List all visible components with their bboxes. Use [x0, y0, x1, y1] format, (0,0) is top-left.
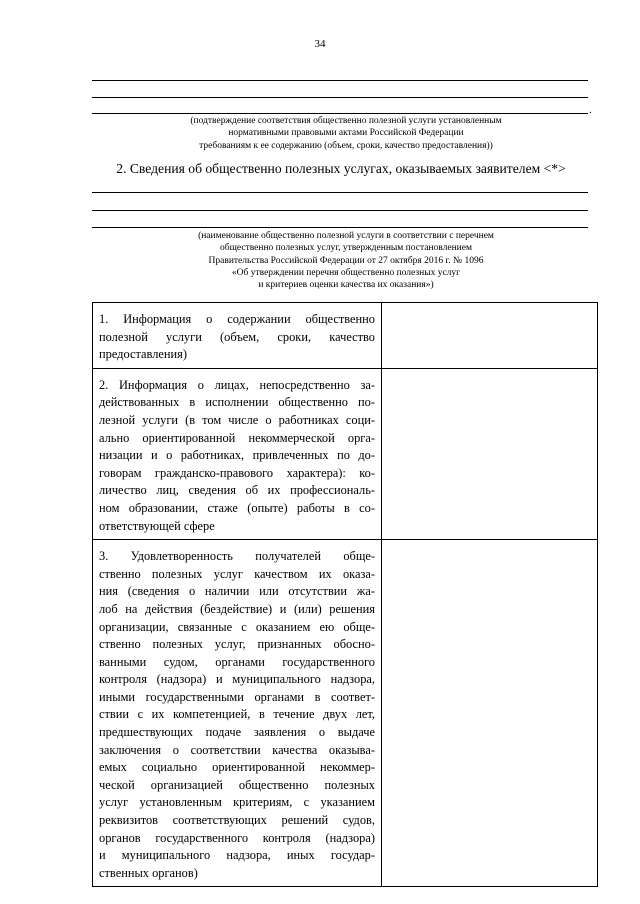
blank-line	[92, 210, 588, 211]
row-label-line: ствии с их компетенцией, в течение двух лет,	[99, 707, 375, 722]
row-label-line: предшествующих подаче заявления о выдаче	[99, 725, 375, 740]
row-label-line: ческой организацией общественно полезных	[99, 777, 375, 792]
row-label-line: ном образовании, стаже (опыте) работы в со-	[99, 500, 375, 515]
table-row	[93, 303, 598, 369]
table-row	[93, 540, 598, 887]
table-row	[93, 368, 598, 539]
row-value-cell[interactable]	[382, 540, 598, 887]
blank-line	[92, 192, 588, 193]
row-label-line: услуг установленным критериям, с указанием	[99, 795, 375, 810]
row-label-line: лезной услуги (в том числе о работниках соци-	[99, 412, 375, 427]
row-label-line: лоб на действия (бездействие) и (или) решения	[99, 601, 375, 616]
row-label-line: полезной услуги (объем, сроки, качество	[99, 329, 375, 344]
row-label-line: предоставления)	[99, 347, 187, 362]
caption-line: и критериев оценки качества их оказания»)	[258, 280, 434, 291]
services-table-body	[93, 303, 598, 887]
section-heading: 2. Сведения об общественно полезных услугах, оказываемых заявителем <*>	[116, 161, 566, 176]
caption-line: общественно полезных услуг, утвержденным постановлением	[220, 243, 472, 254]
caption-line: «Об утверждении перечня общественно полезных услуг	[231, 267, 461, 278]
blank-line	[92, 80, 588, 81]
row-label-line: ственно полезных услуг, признанных обосно-	[99, 637, 375, 652]
blank-line	[92, 97, 588, 98]
row-label-line: 2. Информация о лицах, непосредственно за-	[99, 377, 375, 392]
row-value-cell[interactable]	[382, 303, 598, 369]
caption-confirmation	[92, 115, 600, 152]
page-number: 34	[314, 38, 326, 50]
row-label-line: ванными судом, органами государственного	[99, 654, 375, 669]
row-label-line: заключения о соответствии качества оказыва-	[99, 742, 375, 757]
row-label-line: 3. Удовлетворенность получателей обще-	[99, 549, 375, 564]
row-label-line: личество лиц, сведения об их профессиональ-	[99, 483, 375, 498]
row-label-line: говорам гражданско-правового характера): ко-	[99, 465, 375, 480]
services-table	[92, 302, 598, 887]
row-label-cell	[93, 368, 382, 539]
row-label-line: ственно полезных услуг качеством их оказа-	[99, 566, 375, 581]
row-label-line: 1. Информация о содержании общественно	[99, 312, 375, 326]
row-label-line: ственных органов)	[99, 865, 198, 880]
row-label-line: контроля (надзора) и муниципального надзора,	[99, 672, 375, 687]
row-label-line: ния (сведения о наличии или отсутствии жа-	[99, 584, 375, 599]
row-label-line: действованных в исполнении общественно по-	[99, 395, 375, 410]
row-value-cell[interactable]	[382, 368, 598, 539]
row-label-line: иными государственными органами в соответ-	[99, 689, 375, 704]
row-label-cell	[93, 303, 382, 369]
caption-line: Правительства Российской Федерации от 27 октября 2016 г. № 1096	[208, 255, 484, 266]
blank-line	[92, 113, 588, 114]
blank-line	[92, 227, 588, 228]
row-label-cell	[93, 540, 382, 887]
caption-line: нормативными правовыми актами Российской Федерации	[228, 128, 464, 139]
row-label-line: реквизитов соответствующих решений судов,	[99, 813, 375, 828]
caption-service-name	[92, 230, 600, 291]
row-label-line: организации, связанные с оказанием ею обще-	[99, 619, 375, 634]
caption-line: (наименование общественно полезной услуги в соответствии с перечнем	[198, 231, 494, 241]
caption-line: (подтверждение соответствия общественно полезной услуги установленным	[190, 116, 502, 126]
end-mark: .	[589, 104, 592, 116]
row-label-line: и муниципального надзора, иных государ-	[99, 848, 375, 863]
row-label-line: низации и о работниках, привлеченных по до-	[99, 448, 375, 463]
row-label-line: органов государственного контроля (надзора)	[99, 830, 375, 845]
caption-line: требованиям к ее содержанию (объем, сроки, качество предоставления))	[199, 140, 493, 151]
row-label-line: ответствующей сфере	[99, 518, 215, 533]
row-label-line: емых социально ориентированной некоммер-	[99, 760, 375, 775]
row-label-line: ально ориентированной некоммерческой орга-	[99, 430, 375, 445]
